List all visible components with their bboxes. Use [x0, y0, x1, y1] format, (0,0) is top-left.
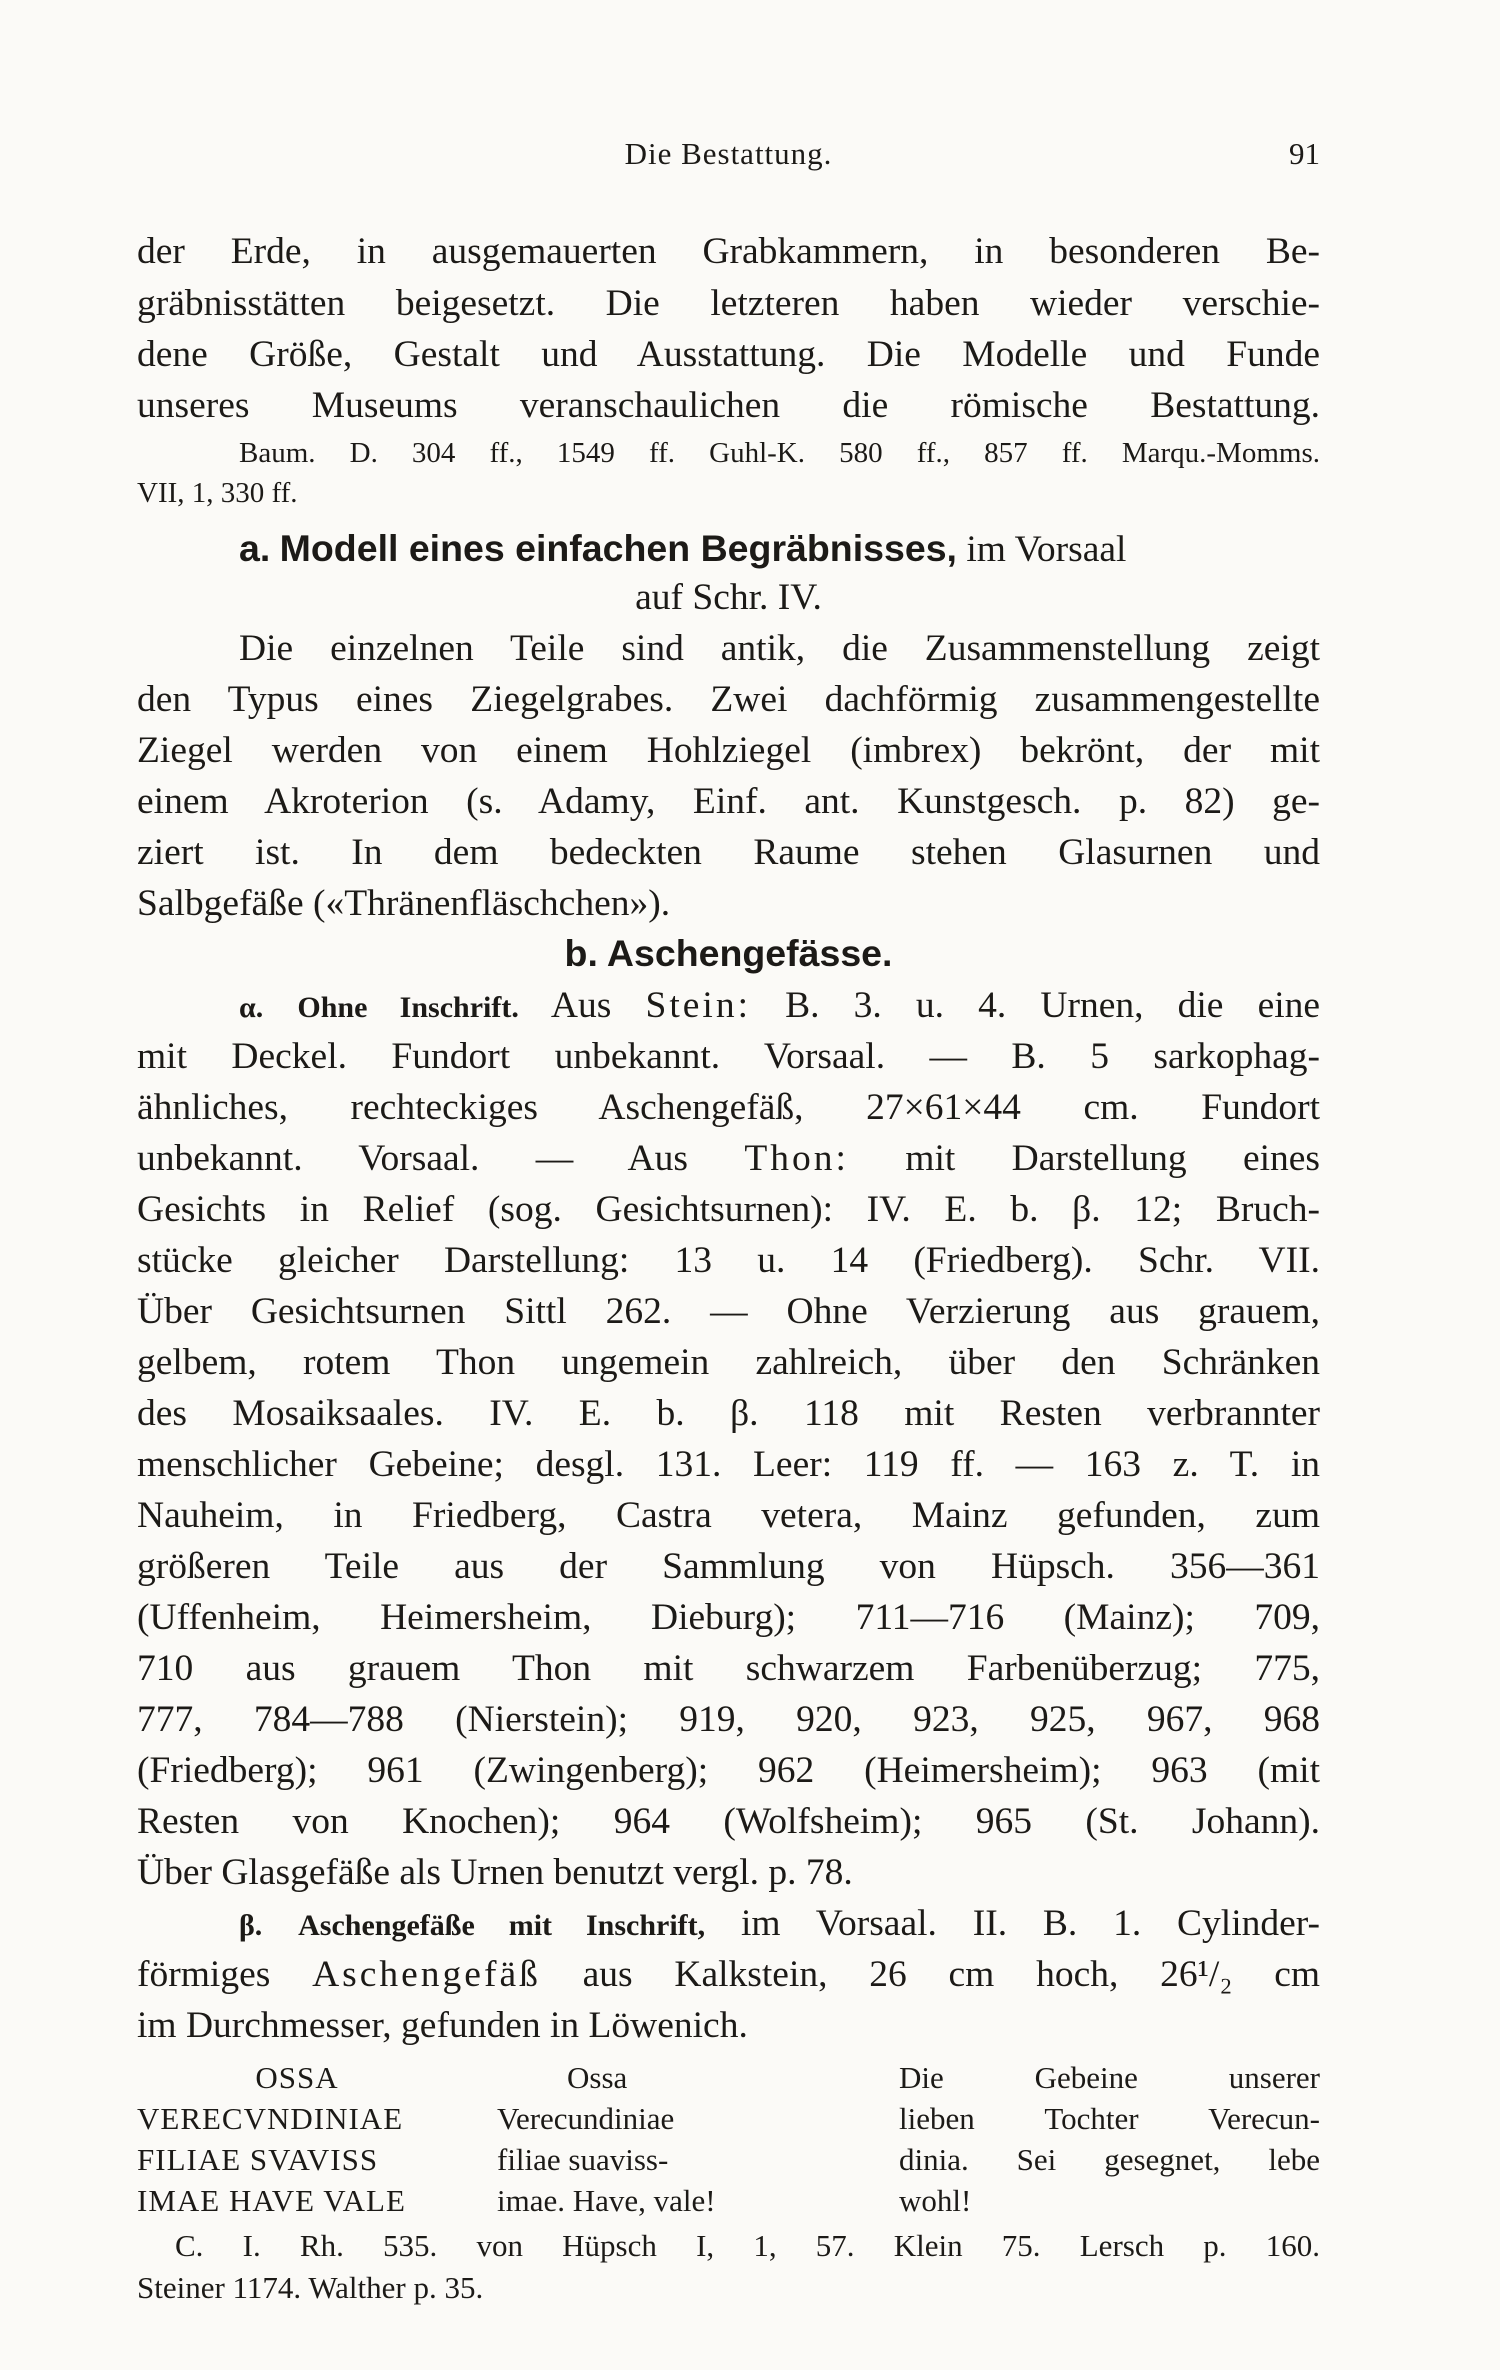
inscription-translation: lieben Tochter Verecun- [899, 2101, 1320, 2136]
inscription-row [137, 2098, 1320, 2139]
text-line: (Friedberg); 961 (Zwingenberg); 962 (Heimersheim); 963 (mit [137, 1750, 1320, 1791]
text-line: (Uffenheim, Heimersheim, Dieburg); 711—716 (Mainz); 709, [137, 1597, 1320, 1638]
text-line: der Erde, in ausgemauerten Grabkammern, in besonderen Be- [137, 231, 1320, 272]
text-fragment: aus Kalkstein, 26 cm hoch, 26¹/₂ cm [582, 1954, 1321, 1995]
text-line [137, 1949, 1320, 2000]
reference-line: Steiner 1174. Walther p. 35. [137, 2270, 484, 2305]
text-line: Salbgefäße («Thränenfläschchen»). [137, 883, 671, 924]
inscription-row [137, 2057, 1320, 2098]
object-name: Aschengefäß [312, 1954, 541, 1995]
text-line: menschlicher Gebeine; desgl. 131. Leer: 119 ff. — 163 z. T. in [137, 1444, 1320, 1485]
running-head [137, 136, 1320, 176]
section-a-title: Modell eines einfachen Begräbnisses, [279, 527, 957, 569]
inscription-translation: Die Gebeine unserer [899, 2060, 1320, 2095]
material-clay: Thon: [744, 1138, 849, 1179]
text-line: ziert ist. In dem bedeckten Raume stehen Glasurnen und [137, 832, 1320, 873]
text-line: im Durchmesser, gefunden in Löwenich. [137, 2005, 748, 2046]
alpha-label: α. [239, 991, 264, 1024]
text-line: stücke gleicher Darstellung: 13 u. 14 (Friedberg). Schr. VII. [137, 1240, 1320, 1281]
inscription-row [137, 2139, 1320, 2180]
text-line: dene Größe, Gestalt und Ausstattung. Die Modelle und Funde [137, 334, 1320, 375]
text-line: Über Gesichtsurnen Sittl 262. — Ohne Verzierung aus grauem, [137, 1291, 1320, 1332]
material-stone: Stein: [645, 985, 751, 1026]
alpha-first-line [137, 980, 1320, 1033]
text-line: des Mosaiksaales. IV. E. b. β. 118 mit Resten verbrannter [137, 1393, 1320, 1434]
section-a-location: im Vorsaal [966, 529, 1127, 570]
reference-line: Baum. D. 304 ff., 1549 ff. Guhl-K. 580 ff., 857 ff. Marqu.-Momms. [239, 437, 1320, 469]
text-fragment: Aus [550, 985, 612, 1026]
text-fragment: unbekannt. Vorsaal. — Aus [137, 1138, 688, 1179]
inscription-latin: VERECVNDINIAE [137, 2101, 404, 2136]
inscription-latin: OSSA [255, 2060, 339, 2095]
inscription-transcription: imae. Have, vale! [497, 2183, 716, 2218]
text-line: unseres Museums veranschaulichen die römische Bestattung. [137, 385, 1320, 426]
inscription-transcription: filiae suaviss- [497, 2142, 669, 2177]
inscription-row [137, 2180, 1320, 2221]
inscription-latin: FILIAE SVAVISS [137, 2142, 379, 2177]
reference-line: C. I. Rh. 535. von Hüpsch I, 1, 57. Klein 75. Lersch p. 160. [175, 2228, 1320, 2263]
text-line [137, 1133, 1320, 1184]
text-line: Ziegel werden von einem Hohlziegel (imbrex) bekrönt, der mit [137, 730, 1320, 771]
text-line: Die einzelnen Teile sind antik, die Zusammenstellung zeigt [239, 628, 1320, 669]
inscription-latin: IMAE HAVE VALE [137, 2183, 406, 2218]
running-head-title: Die Bestattung. [624, 136, 833, 171]
text-line: 710 aus grauem Thon mit schwarzem Farbenüberzug; 775, [137, 1648, 1320, 1689]
inscription-translation: dinia. Sei gesegnet, lebe [899, 2142, 1320, 2177]
text-fragment: im Vorsaal. II. B. 1. Cylinder- [741, 1903, 1321, 1944]
section-a-heading [137, 523, 1320, 575]
page [137, 0, 1320, 2370]
reference-line: VII, 1, 330 ff. [137, 477, 298, 509]
text-line: Nauheim, in Friedberg, Castra vetera, Mainz gefunden, zum [137, 1495, 1320, 1536]
text-line: einem Akroterion (s. Adamy, Einf. ant. Kunstgesch. p. 82) ge- [137, 781, 1320, 822]
inscription-translation: wohl! [899, 2183, 972, 2218]
text-line: gelbem, rotem Thon ungemein zahlreich, über den Schränken [137, 1342, 1320, 1383]
text-line: 777, 784—788 (Nierstein); 919, 920, 923, 925, 967, 968 [137, 1699, 1320, 1740]
text-fragment: förmiges [137, 1954, 271, 1995]
page-number: 91 [1289, 136, 1320, 171]
text-line: den Typus eines Ziegelgrabes. Zwei dachförmig zusammengestellte [137, 679, 1320, 720]
section-b-heading: b. Aschengefässe. [564, 932, 893, 974]
text-line: mit Deckel. Fundort unbekannt. Vorsaal. — B. 5 sarkophag- [137, 1036, 1320, 1077]
text-line: gräbnisstätten beigesetzt. Die letzteren haben wieder verschie- [137, 283, 1320, 324]
text-line: Resten von Knochen); 964 (Wolfsheim); 965 (St. Johann). [137, 1801, 1320, 1842]
inscription-transcription: Verecundiniae [497, 2101, 675, 2136]
text-line: größeren Teile aus der Sammlung von Hüpsch. 356—361 [137, 1546, 1320, 1587]
beta-title: Aschengefäße mit Inschrift, [298, 1909, 706, 1942]
text-line: Über Glasgefäße als Urnen benutzt vergl. p. 78. [137, 1852, 853, 1893]
text-line: Gesichts in Relief (sog. Gesichtsurnen): IV. E. b. β. 12; Bruch- [137, 1189, 1320, 1230]
text-fragment: mit Darstellung eines [905, 1138, 1321, 1179]
section-a-heading-line2: auf Schr. IV. [635, 577, 822, 618]
beta-label: β. [239, 1909, 263, 1942]
section-a-label: a. [239, 527, 271, 569]
text-fragment: B. 3. u. 4. Urnen, die eine [785, 985, 1321, 1026]
alpha-title: Ohne Inschrift. [297, 991, 519, 1024]
inscription-transcription: Ossa [567, 2060, 628, 2095]
beta-first-line [137, 1898, 1320, 1951]
text-line: ähnliches, rechteckiges Aschengefäß, 27×61×44 cm. Fundort [137, 1087, 1320, 1128]
